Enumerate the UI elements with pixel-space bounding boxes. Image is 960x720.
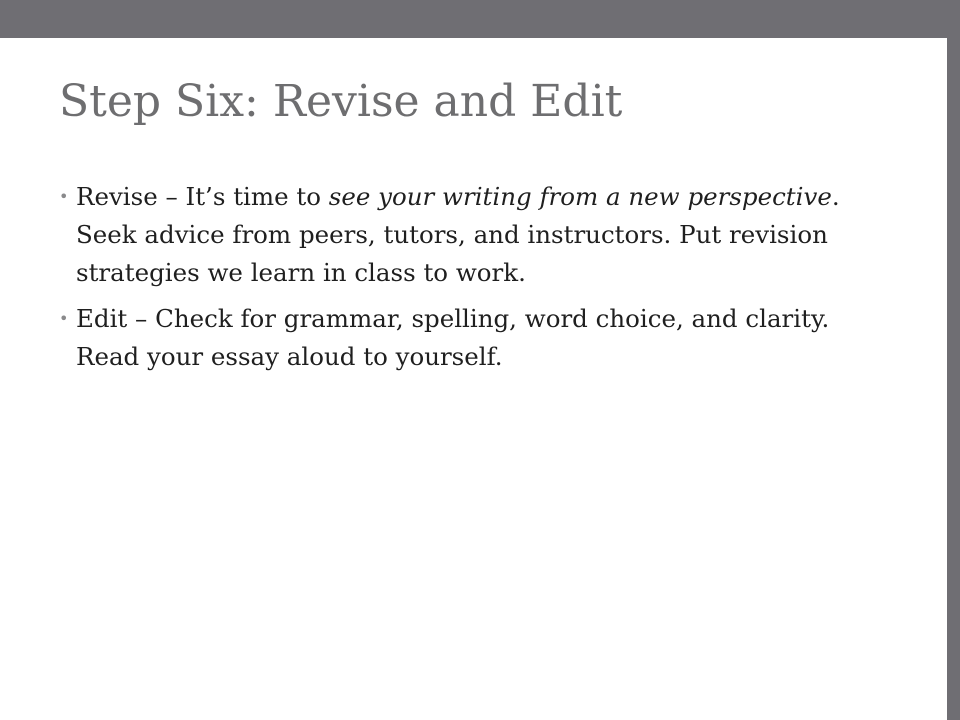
bullet-revise-rest: . Seek advice from peers, tutors, and instructors. Put revision strategies we learn in class to work.: [76, 182, 840, 287]
bullet-list: [59, 178, 849, 384]
bullet-revise: [59, 178, 849, 292]
slide-title: Step Six: Revise and Edit: [59, 76, 623, 127]
top-frame-bar: [0, 0, 947, 38]
bullet-edit-text: Edit – Check for grammar, spelling, word choice, and clarity. Read your essay aloud to yourself.: [76, 304, 830, 371]
bullet-revise-lead: Revise – It’s time to: [76, 182, 329, 211]
bullet-marker: •: [59, 309, 69, 328]
right-frame-bar: [947, 0, 960, 720]
bullet-revise-emphasis: see your writing from a new perspective: [328, 182, 832, 211]
bullet-marker: •: [59, 187, 69, 206]
bullet-edit: [59, 300, 849, 376]
